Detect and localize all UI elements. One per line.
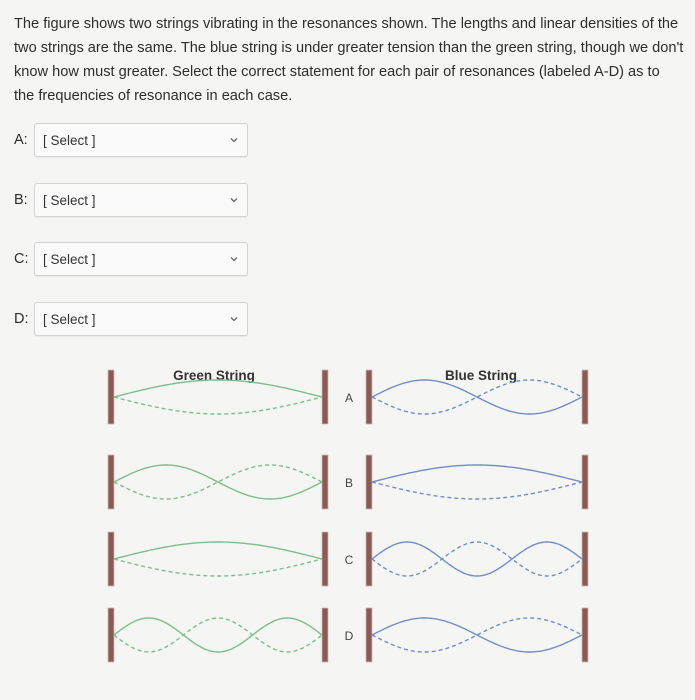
blue-wave-dashed [372, 542, 582, 576]
pair-label: C [344, 553, 354, 567]
strings-diagram [0, 355, 695, 700]
blue-left-clamp [366, 532, 372, 586]
select-value: [ Select ] [43, 311, 96, 327]
question-text: The figure shows two strings vibrating in the resonances shown. The lengths and linear densities of the two strings are the same. The blue string is under greater tension than the green string, though we don't know how must greater. Select the correct statement for each pair of resonances (labeled A-D) as to the frequencies of resonance in each case. [14, 16, 684, 104]
select-a[interactable] [34, 123, 248, 157]
answer-letter: C: [14, 251, 29, 267]
pair-label: D [344, 629, 354, 643]
green-left-clamp [108, 455, 114, 509]
blue-wave-solid [372, 380, 582, 414]
answer-letter: D: [14, 311, 29, 327]
green-right-clamp [322, 455, 328, 509]
pair-label: B [344, 476, 354, 490]
green-right-clamp [322, 370, 328, 424]
blue-wave-solid [372, 618, 582, 652]
blue-left-clamp [366, 608, 372, 662]
green-left-clamp [108, 370, 114, 424]
select-value: [ Select ] [43, 132, 96, 148]
green-left-clamp [108, 608, 114, 662]
answer-letter: A: [14, 132, 28, 148]
chevron-down-icon [229, 135, 239, 145]
blue-string-title: Blue String [444, 368, 518, 383]
select-value: [ Select ] [43, 251, 96, 267]
green-wave-dashed [114, 618, 322, 652]
blue-right-clamp [582, 532, 588, 586]
green-wave-solid [114, 465, 322, 499]
green-string-title: Green String [173, 368, 255, 383]
chevron-down-icon [229, 314, 239, 324]
green-wave-solid [114, 618, 322, 652]
green-wave-dashed [114, 397, 322, 414]
select-b[interactable] [34, 183, 248, 217]
green-left-clamp [108, 532, 114, 586]
select-value: [ Select ] [43, 192, 96, 208]
green-wave-dashed [114, 559, 322, 576]
blue-left-clamp [366, 370, 372, 424]
pair-label: A [344, 391, 354, 405]
blue-wave-dashed [372, 482, 582, 499]
answer-row-c [14, 240, 248, 278]
select-d[interactable] [34, 302, 248, 336]
resonance-figure [0, 355, 695, 700]
chevron-down-icon [229, 254, 239, 264]
blue-wave-solid [372, 465, 582, 482]
answer-row-a [14, 121, 248, 159]
answer-row-d [14, 300, 248, 338]
blue-left-clamp [366, 455, 372, 509]
green-right-clamp [322, 532, 328, 586]
answer-row-b [14, 181, 248, 219]
blue-right-clamp [582, 608, 588, 662]
green-right-clamp [322, 608, 328, 662]
blue-right-clamp [582, 455, 588, 509]
blue-wave-solid [372, 542, 582, 576]
answer-letter: B: [14, 192, 28, 208]
chevron-down-icon [229, 195, 239, 205]
green-wave-solid [114, 542, 322, 559]
blue-right-clamp [582, 370, 588, 424]
select-c[interactable] [34, 242, 248, 276]
